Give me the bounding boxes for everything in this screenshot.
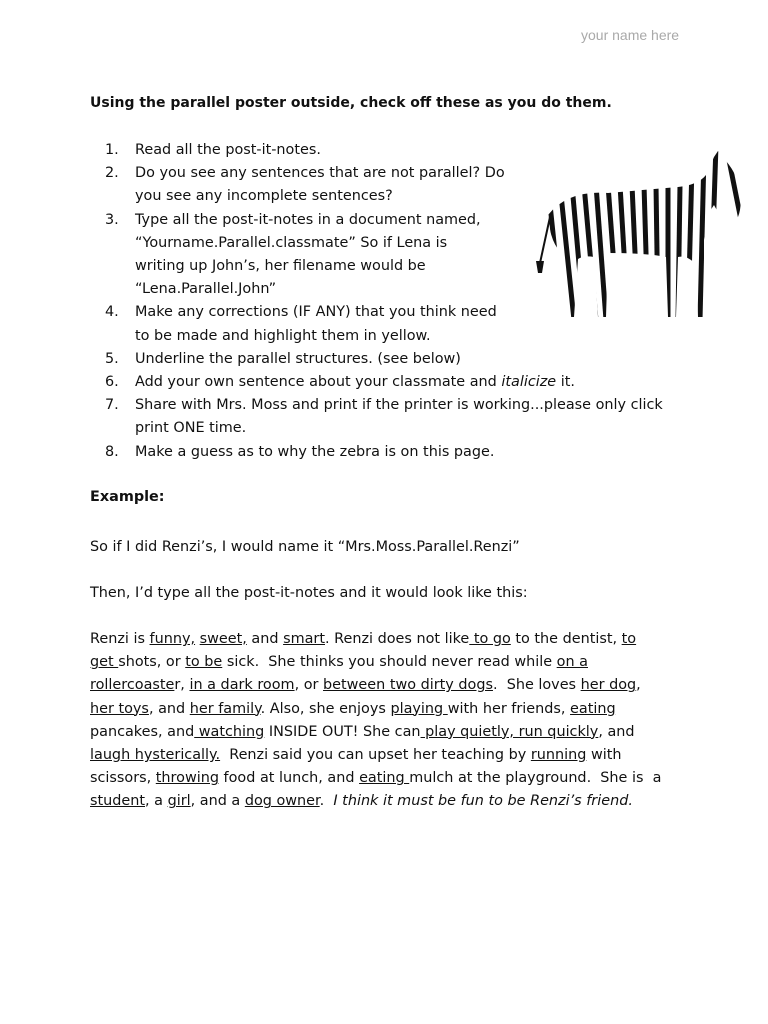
step-number: 1.: [105, 142, 119, 158]
step-text: Share with Mrs. Moss and print if the printer is working...please only click print ONE time.: [135, 397, 663, 437]
step-text: Do you see any sentences that are not parallel? Do you see any incomplete sentences?: [135, 165, 505, 205]
step-item: [90, 348, 690, 371]
step-item: [90, 394, 690, 440]
name-placeholder: your name here: [581, 27, 680, 43]
paragraph-line: rollercoaster, in a dark room, or between two dirty dogs. She loves her dog,: [90, 677, 641, 694]
step-number: 7.: [105, 397, 119, 414]
step-item: [90, 371, 690, 394]
paragraph-line: laugh hysterically. Renzi said you can upset her teaching by running with: [90, 747, 622, 764]
example-label: Example:: [90, 489, 165, 505]
step-text: Type all the post-it-notes in a document named, “Yourname.Parallel.classmate” So if Lena is writing up John’s, her filename would be “Lena.Parallel.John”: [135, 211, 481, 298]
paragraph-line: Renzi is funny, sweet, and smart. Renzi does not like to go to the dentist, to: [90, 631, 637, 647]
example-intro-line: Then, I’d type all the post-it-notes and it would look like this:: [90, 585, 528, 601]
step-number: 3.: [105, 211, 119, 228]
step-text: Underline the parallel structures. (see below): [135, 350, 461, 367]
paragraph-line: pancakes, and watching INSIDE OUT! She can play quietly, run quickly, and: [90, 723, 635, 740]
paragraph-line: her toys, and her family. Also, she enjoys playing with her friends, eating: [90, 700, 616, 717]
step-number: 8.: [105, 443, 119, 460]
step-text: Add your own sentence about your classmate and italicize it.: [135, 374, 575, 391]
step-text: Make a guess as to why the zebra is on this page.: [135, 443, 495, 460]
paragraph-line: student, a girl, and a dog owner. I think it must be fun to be Renzi’s friend.: [90, 793, 633, 810]
step-item: [90, 441, 690, 464]
example-filename-line: So if I did Renzi’s, I would name it “Mrs.Moss.Parallel.Renzi”: [90, 539, 520, 555]
renzi-paragraph: [90, 628, 670, 814]
zebra-image: [528, 145, 748, 330]
step-number: 6.: [105, 374, 119, 391]
step-number: 2.: [105, 165, 119, 182]
step-number: 4.: [105, 304, 119, 321]
paragraph-line: get shots, or to be sick. She thinks you should never read while on a: [90, 654, 588, 671]
instructions-heading: Using the parallel poster outside, check off these as you do them.: [90, 95, 612, 111]
step-text: Make any corrections (IF ANY) that you think need to be made and highlight them in yellow.: [135, 304, 497, 344]
step-text: Read all the post-it-notes.: [135, 142, 321, 158]
step-number: 5.: [105, 350, 119, 367]
paragraph-line: scissors, throwing food at lunch, and eating mulch at the playground. She is a: [90, 770, 662, 787]
